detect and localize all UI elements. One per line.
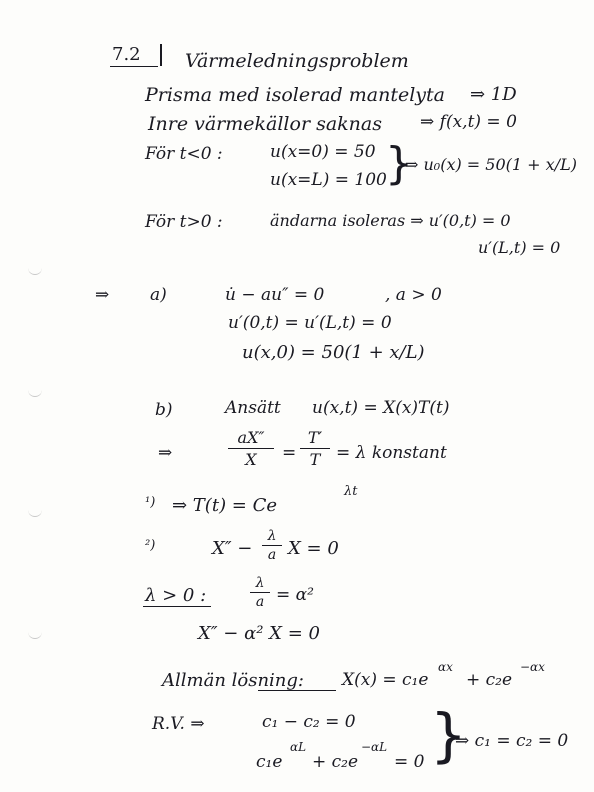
intro-line-1: Prisma med isolerad mantelyta xyxy=(145,84,445,106)
initial-result: ⇒ u₀(x) = 50(1 + x/L) xyxy=(405,155,577,174)
bc-label: R.V. ⇒ xyxy=(152,714,205,734)
fraction-ax-over-x xyxy=(228,428,274,469)
part-a-eq-3: u(x,0) = 50(1 + x/L) xyxy=(242,342,425,363)
problem-title: Värmeledningsproblem xyxy=(185,50,409,72)
fraction-numerator: aX″ xyxy=(228,428,274,449)
step-1-label: ¹) xyxy=(145,495,156,510)
bc-eq-2-part-2: + c₂e xyxy=(312,752,359,772)
intro-line-2-result: ⇒ f(x,t) = 0 xyxy=(420,112,517,132)
initial-cond-1: u(x=0) = 50 xyxy=(270,142,376,162)
margin-mark xyxy=(28,632,42,639)
equals-sign: = xyxy=(282,443,297,463)
initial-label: För t<0 : xyxy=(145,144,223,164)
exponent-minus-alpha-x: −αx xyxy=(520,660,545,674)
lambda-positive-underline xyxy=(143,606,211,607)
lambda-positive-label: λ > 0 : xyxy=(145,585,207,606)
right-brace: } xyxy=(385,138,413,189)
step-1-equation: ⇒ T(t) = Ce xyxy=(172,495,278,516)
margin-mark xyxy=(28,268,42,275)
alpha-squared: = α² xyxy=(276,585,314,605)
fraction-denominator: a xyxy=(255,594,265,610)
fraction-t-prime-over-t xyxy=(300,428,330,469)
fraction-denominator: a xyxy=(267,547,277,563)
exponent-alpha-x: αx xyxy=(438,660,453,674)
intro-line-1-result: ⇒ 1D xyxy=(470,84,517,105)
margin-mark xyxy=(28,390,42,397)
problem-number: 7.2 xyxy=(112,44,141,65)
bc-eq-1: c₁ − c₂ = 0 xyxy=(262,712,356,732)
fraction-lambda-over-a-2 xyxy=(250,575,270,610)
general-solution-underline xyxy=(258,690,336,691)
fraction-lambda-over-a xyxy=(262,528,282,563)
bc-brace: } xyxy=(430,701,467,769)
bc-eq-2-part-3: = 0 xyxy=(394,752,425,772)
ansatz-equation: u(x,t) = X(x)T(t) xyxy=(312,398,450,418)
boundary-label: För t>0 : xyxy=(145,212,223,232)
general-solution-label: Allmän lösning: xyxy=(162,670,304,691)
part-a-eq-1-cond: , a > 0 xyxy=(385,285,442,305)
bc-exp-1: αL xyxy=(290,740,307,754)
fraction-numerator: T′ xyxy=(300,428,330,449)
bc-eq-2-part-1: c₁e xyxy=(256,752,283,772)
lambda-constant: = λ konstant xyxy=(336,443,447,463)
general-solution-lhs: X(x) = c₁e xyxy=(342,670,429,690)
fraction-denominator: T xyxy=(309,450,321,469)
initial-cond-2: u(x=L) = 100 xyxy=(270,170,387,190)
part-a-arrow: ⇒ xyxy=(95,285,110,305)
step-2-lhs: X″ − xyxy=(212,538,253,559)
part-a-eq-2: u′(0,t) = u′(L,t) = 0 xyxy=(228,313,392,333)
intro-line-2: Inre värmekällor saknas xyxy=(148,113,382,135)
part-a-label: a) xyxy=(150,285,167,305)
bc-exp-2: −αL xyxy=(361,740,388,754)
ansatz-word: Ansätt xyxy=(225,398,281,418)
part-a-eq-1: u̇ − au″ = 0 xyxy=(225,285,325,305)
separation-arrow: ⇒ xyxy=(158,443,173,463)
boundary-text: ändarna isoleras ⇒ u′(0,t) = 0 xyxy=(270,211,511,230)
general-solution-rhs: + c₂e xyxy=(466,670,513,690)
fraction-numerator: λ xyxy=(262,528,282,546)
margin-mark xyxy=(28,510,42,517)
fraction-denominator: X xyxy=(245,450,257,469)
step-2-label: ²) xyxy=(145,538,156,553)
bc-result: ⇒ c₁ = c₂ = 0 xyxy=(455,731,569,751)
part-b-label: b) xyxy=(155,400,173,420)
fraction-numerator: λ xyxy=(250,575,270,593)
step-1-exponent: λt xyxy=(344,484,358,499)
boundary-second: u′(L,t) = 0 xyxy=(478,238,561,257)
reduced-ode: X″ − α² X = 0 xyxy=(198,623,320,644)
problem-number-underline xyxy=(110,66,158,67)
problem-number-bar xyxy=(160,44,162,66)
step-2-rhs: X = 0 xyxy=(288,538,339,559)
